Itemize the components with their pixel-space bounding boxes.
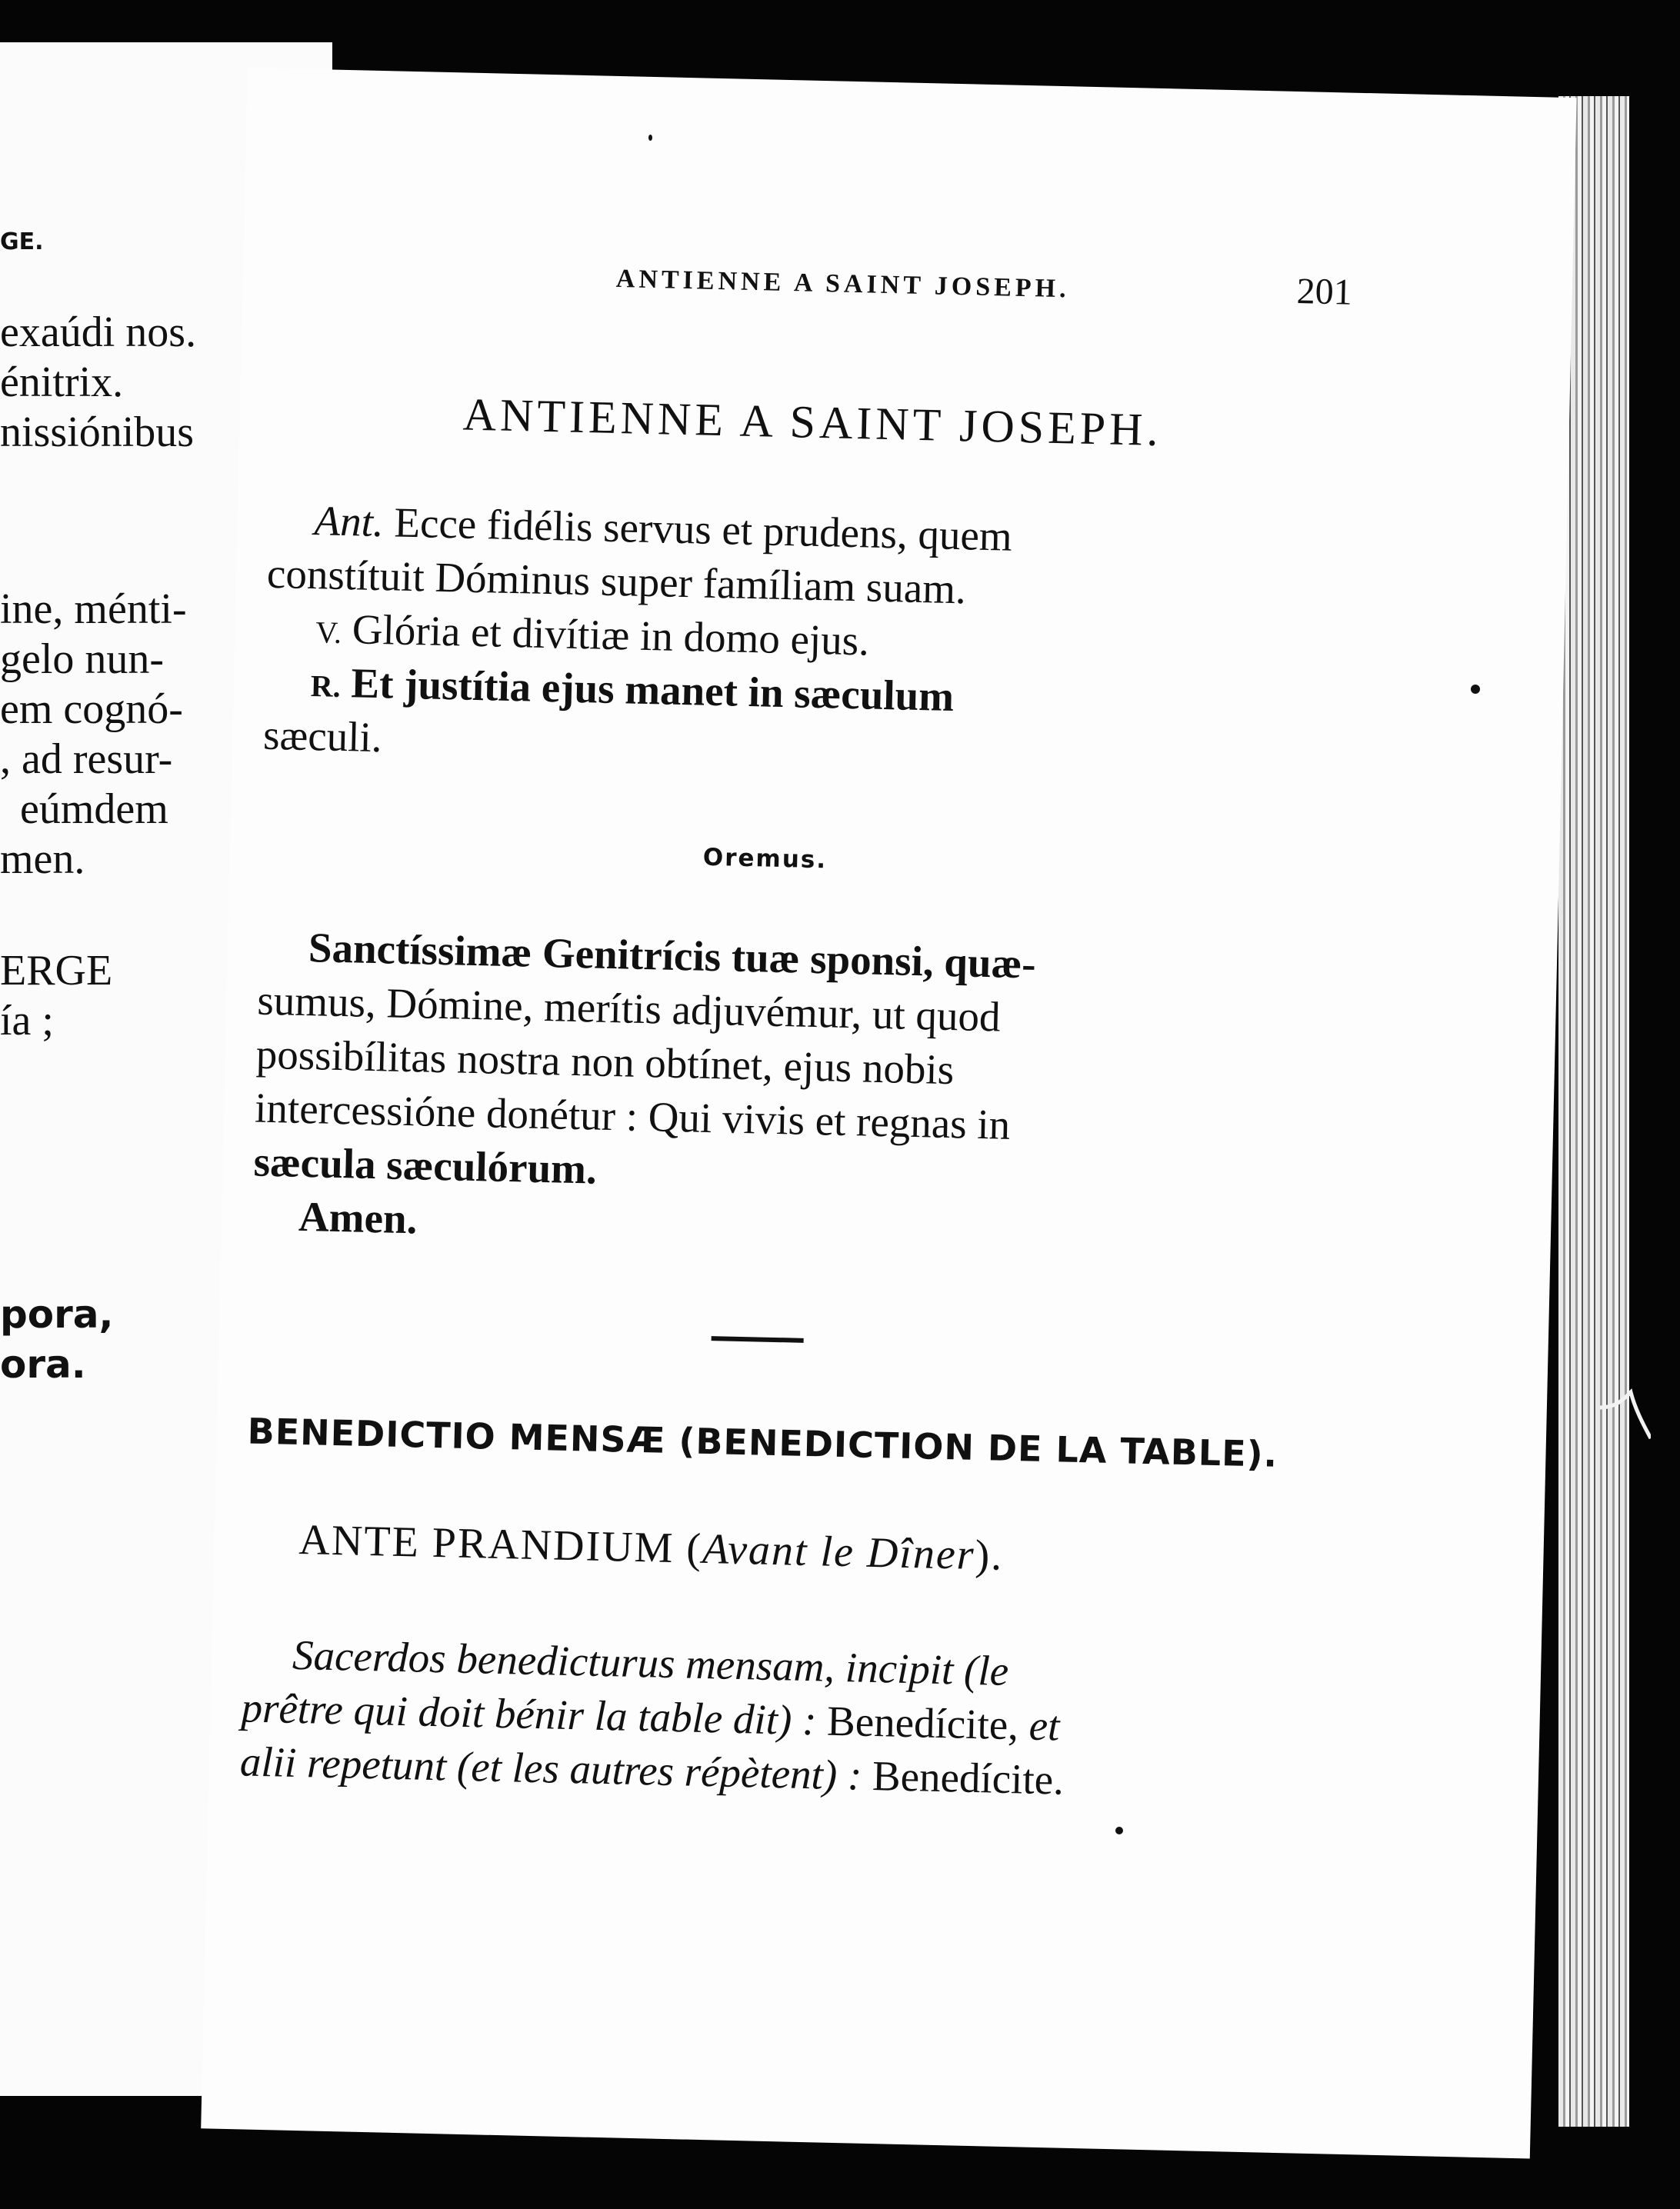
ink-speck [1115, 1827, 1123, 1834]
left-line: , ad resur- [0, 735, 173, 783]
left-line: exaúdi nos. [0, 308, 197, 356]
prayer-line: sumus, Dómine, merítis adjuvémur, ut quod [256, 976, 1002, 1041]
left-line: énitrix. [0, 358, 124, 406]
antiphon-line-1 [314, 496, 1012, 561]
ante-prandium-french: Avant le Dîner [702, 1524, 976, 1579]
page-curl-mark [1600, 1384, 1651, 1477]
left-running-head-fragment: GE. [0, 228, 44, 255]
left-line: men. [0, 835, 85, 883]
page-number: 201 [1296, 271, 1353, 313]
left-line: ine, ménti- [0, 585, 187, 633]
ante-prandium-main: ANTE PRANDIUM ( [298, 1516, 703, 1573]
amen: Amen. [298, 1192, 418, 1243]
response-line-1 [310, 658, 955, 721]
prayer-line: sæcula sæculórum. [253, 1138, 598, 1193]
antiphon-line-2: constítuit Dóminus super famíliam suam. [266, 549, 967, 613]
rubric-roman: Benedícite, [826, 1697, 1030, 1749]
left-line: gelo nun- [0, 635, 165, 683]
left-line: em cognó- [0, 685, 183, 733]
rubric-italic: alii repetunt (et les autres répètent) : [239, 1738, 873, 1799]
antiphon-text: Ecce fidélis servus et prudens, quem [393, 498, 1013, 560]
response-label: R. [310, 668, 342, 704]
prayer-line: intercessióne donétur : Qui vivis et regnas in [254, 1084, 1011, 1148]
rubric-roman: Benedícite. [872, 1752, 1065, 1804]
left-line: eúmdem [20, 785, 168, 833]
page-title: ANTIENNE A SAINT JOSEPH. [462, 388, 1163, 456]
left-line: nissiónibus [0, 408, 195, 456]
versicle [315, 604, 870, 665]
versicle-label: V. [315, 615, 342, 650]
response-line-2: sæculi. [262, 711, 383, 761]
prayer-line: Sanctíssimæ Genitrícis tuæ sponsi, quæ- [308, 924, 1037, 988]
ante-prandium-heading [298, 1515, 1004, 1581]
running-head: ANTIENNE A SAINT JOSEPH. [615, 264, 1071, 304]
prayer-line: possibílitas nostra non obtínet, ejus nobis [255, 1030, 955, 1094]
ante-prandium-close: ). [974, 1531, 1004, 1580]
ink-speck [1471, 685, 1480, 694]
antiphon-label: Ant. [313, 497, 385, 546]
section-divider [712, 1336, 804, 1343]
rubric-italic-end: et [1028, 1701, 1061, 1750]
rubric-line-1: Sacerdos benedicturus mensam, incipit (le [292, 1631, 1009, 1694]
ink-speck [648, 135, 652, 141]
benedictio-heading: BENEDICTIO MENSÆ (BENEDICTION DE LA TABLE). [247, 1410, 1278, 1475]
left-line: ora. [0, 1342, 86, 1387]
left-line: ERGE [0, 947, 113, 995]
page-curl-mark-path [1600, 1392, 1651, 1438]
response-text: Et justítia ejus manet in sæculum [350, 659, 955, 721]
versicle-text: Glória et divítiæ in domo ejus. [352, 605, 870, 665]
right-page [201, 68, 1576, 2159]
left-line: pora, [0, 1292, 114, 1337]
oremus-heading: Oremus. [702, 843, 828, 875]
rubric-italic: prêtre qui doit bénir la table dit) : [240, 1684, 828, 1744]
left-line: ía ; [0, 997, 54, 1045]
